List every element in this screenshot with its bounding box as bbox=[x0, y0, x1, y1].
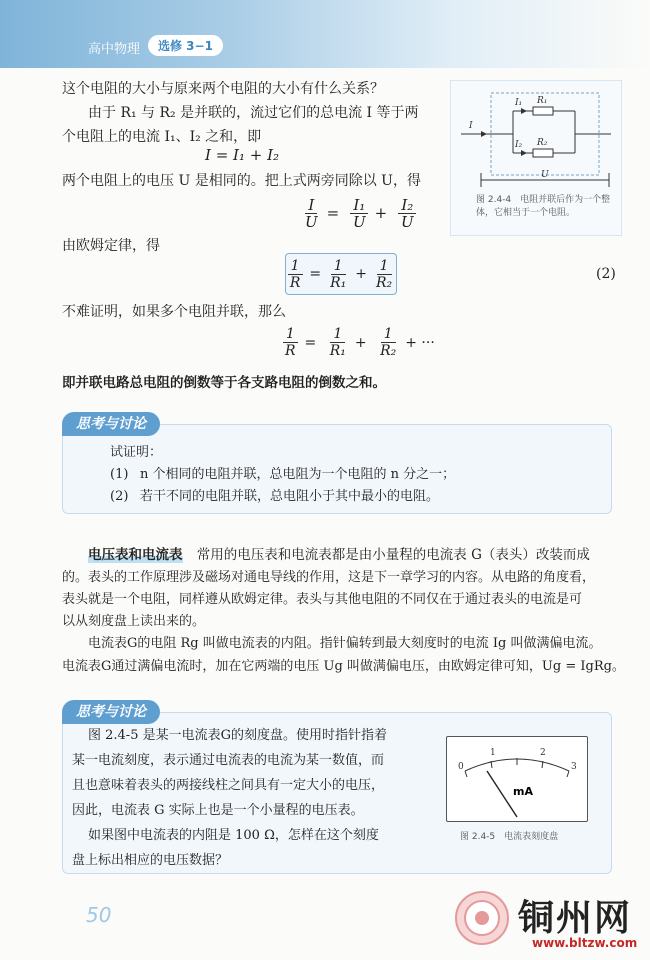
header-band bbox=[0, 0, 650, 68]
label-I: I bbox=[469, 121, 473, 131]
equation-general: $\frac{1}{R}$ = $\frac{1}{\text{R₁}}$ + $\frac{1}{\text{R₂}}$ + ··· bbox=[280, 326, 439, 359]
equation-current-sum: I = I₁ + I₂ bbox=[205, 146, 280, 164]
label-U: U bbox=[541, 170, 549, 180]
discussion-line: 盘上标出相应的电压数据？ bbox=[72, 853, 229, 868]
item-number: (1) bbox=[110, 467, 129, 482]
discussion-item: n 个相同的电阻并联，总电阻为一个电阻的 n 分之一； bbox=[140, 467, 456, 482]
discussion-line: 图 2.4-5 是某一电流表G的刻度盘。使用时指针指着 bbox=[88, 728, 387, 743]
seal-icon bbox=[452, 888, 512, 948]
discussion-header: 思考与讨论 bbox=[62, 412, 160, 436]
text-line: 的。表头的工作原理涉及磁场对通电导线的作用，这是下一章学习的内容。从电路的角度看， bbox=[62, 570, 596, 585]
item-number: (2) bbox=[110, 489, 129, 504]
discussion-line: 且也意味着表头的两接线柱之间具有一定大小的电压， bbox=[72, 778, 385, 793]
text-line: 以从刻度盘上读出来的。 bbox=[62, 614, 206, 629]
discussion-header: 思考与讨论 bbox=[62, 700, 160, 724]
volume-badge: 选修 3−1 bbox=[148, 35, 223, 56]
equation-divided: $\frac{I}{U}$ = $\frac{\text{I₁}}{U}$ + $\frac{\text{I₂}}{U}$ bbox=[300, 197, 419, 230]
meter-dial-diagram bbox=[447, 737, 587, 821]
text-line: 由于 R₁ 与 R₂ 是并联的，流过它们的总电流 I 等于两 bbox=[88, 105, 419, 121]
label-I1: I₁ bbox=[515, 98, 523, 108]
label-I2: I₂ bbox=[515, 140, 523, 150]
unit-label: mA bbox=[513, 785, 533, 798]
watermark-url: www.bltzw.com bbox=[532, 936, 638, 950]
section-label: 电压表和电流表 bbox=[88, 547, 183, 563]
tick-label: 0 bbox=[458, 762, 464, 772]
figure-caption: 图 2.4-5 电流表刻度盘 bbox=[460, 832, 559, 842]
discussion-line: 因此，电流表 G 实际上也是一个小量程的电压表。 bbox=[72, 803, 364, 818]
conclusion-sentence: 即并联电路总电阻的倒数等于各支路电阻的倒数之和。 bbox=[62, 375, 386, 391]
text-line: 这个电阻的大小与原来两个电阻的大小有什么关系？ bbox=[62, 81, 384, 97]
text-line: 电流表G的电阻 Rg 叫做电流表的内阻。指针偏转到最大刻度时的电流 Ig 叫做满偏电流。 bbox=[88, 636, 602, 651]
text-line: 电流表G通过满偏电流时，加在它两端的电压 Ug 叫做满偏电压，由欧姆定律可知，Ug = IgRg。 bbox=[62, 659, 625, 674]
watermark-name: 铜州网 bbox=[518, 898, 633, 939]
section-paragraph: 电压表和电流表 常用的电压表和电流表都是由小量程的电流表 G（表头）改装而成 bbox=[88, 547, 590, 563]
equation-number: (2) bbox=[596, 266, 616, 282]
discussion-intro: 试证明： bbox=[110, 445, 163, 460]
watermark-logo bbox=[452, 888, 512, 952]
page-number: 50 bbox=[86, 903, 112, 927]
text-line: 不难证明，如果多个电阻并联，那么 bbox=[62, 304, 286, 320]
book-title: 高中物理 bbox=[88, 42, 141, 57]
tick-label: 2 bbox=[540, 748, 546, 758]
discussion-item: 若干不同的电阻并联，总电阻小于其中最小的电阻。 bbox=[140, 489, 440, 504]
figure-caption: 图 2.4-4 电阻并联后作为一个整体，它相当于一个电阻。 bbox=[476, 195, 611, 218]
text-line: 由欧姆定律，得 bbox=[62, 238, 160, 254]
tick-label: 3 bbox=[571, 762, 577, 772]
text-line: 表头就是一个电阻，同样遵从欧姆定律。表头与其他电阻的不同仅在于通过表头的电流是可 bbox=[62, 592, 583, 607]
figure-meter-dial bbox=[446, 736, 588, 822]
boxed-equation: $\frac{1}{R}$ = $\frac{1}{\text{R₁}}$ + $\frac{1}{\text{R₂}}$ bbox=[285, 253, 397, 295]
label-R2: R₂ bbox=[537, 138, 548, 148]
text-line: 两个电阻上的电压 U 是相同的。把上式两旁同除以 U，得 bbox=[62, 173, 421, 189]
tick-label: 1 bbox=[490, 748, 496, 758]
discussion-line: 某一电流刻度，表示通过电流表的电流为某一数值，而 bbox=[72, 753, 385, 768]
discussion-line: 如果图中电流表的内阻是 100 Ω，怎样在这个刻度 bbox=[88, 828, 379, 843]
text-line: 个电阻上的电流 I₁、I₂ 之和，即 bbox=[62, 129, 262, 145]
label-R1: R₁ bbox=[537, 96, 548, 106]
